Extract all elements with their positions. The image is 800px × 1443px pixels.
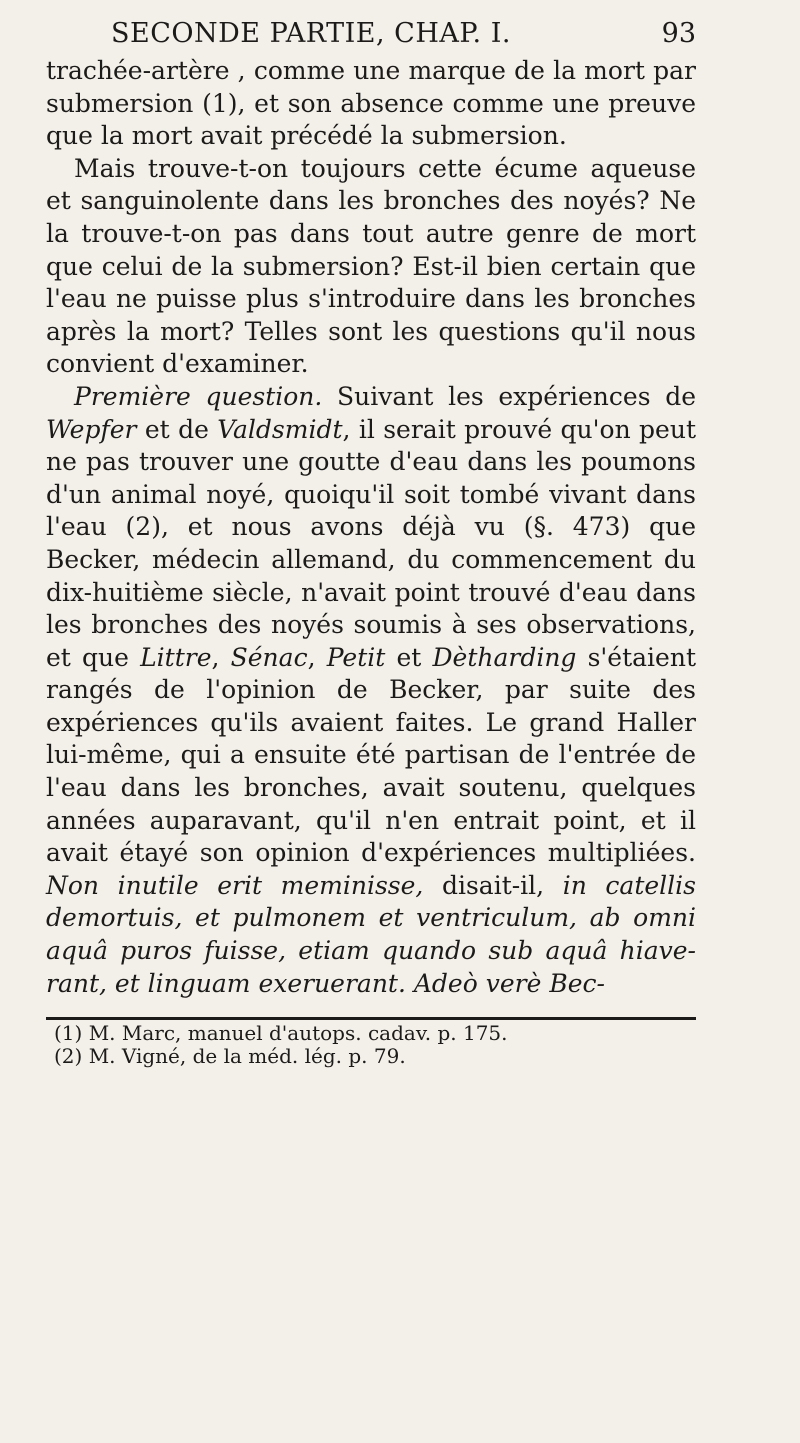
footnote-rule bbox=[46, 1017, 696, 1020]
body-text bbox=[46, 55, 696, 1000]
italic-text: Wepfer bbox=[46, 414, 137, 444]
text-run: et de bbox=[136, 414, 218, 444]
book-page bbox=[46, 0, 696, 1443]
text-run: s'étaient rangés de l'opinion de Becker, par suite des expériences qu'ils avaient faites. Le grand Haller lui-même, qui a ensuite été partisan de l'entrée de l'eau dans les bronches, avait soutenu, quelques années auparavant, qu'il n'en entrait point, et il avait étayé son opinion d'expériences multipliées. bbox=[46, 642, 696, 868]
footnote: (2) M. Vigné, de la méd. lég. p. 79. bbox=[54, 1044, 406, 1068]
italic-text: Littre bbox=[140, 642, 212, 672]
text-run: Suivant les expériences de bbox=[322, 381, 696, 411]
text-run: et bbox=[385, 642, 433, 672]
italic-text: Valdsmidt bbox=[217, 414, 343, 444]
text-run: , bbox=[211, 642, 231, 672]
text-run: , bbox=[307, 642, 327, 672]
footnote: (1) M. Marc, manuel d'autops. cadav. p. 175. bbox=[54, 1021, 508, 1045]
italic-text: Non inutile erit meminisse, bbox=[46, 870, 424, 900]
paragraph bbox=[46, 153, 696, 381]
page-number: 93 bbox=[661, 18, 696, 49]
running-head bbox=[46, 10, 696, 50]
footnotes bbox=[54, 1022, 694, 1068]
text-run: , il serait prouvé qu'on peut ne pas trouver une goutte d'eau dans les poumons d'un animal noyé, quoiqu'il soit tombé vivant dans l'eau (2), et nous avons déjà vu (§. 473) que Becker, médecin allemand, du commencement du dix-huitième siècle, n'avait point trouvé d'eau dans les bronches des noyés soumis à ses observations, et que bbox=[46, 414, 696, 672]
text-run: Mais trouve-t-on toujours cette écume aqueuse et sanguinolente dans les bronches des noyés? Ne la trouve-t-on pas dans tout autre genre de mort que celui de la submersion? Est-il bien certain que l'eau ne puisse plus s'introduire dans les bronches après la mort? Telles sont les questions qu'il nous convient d'examiner. bbox=[46, 153, 696, 379]
italic-text: in catellis demortuis, et pulmonem et ventriculum, ab omni aquâ puros fuisse, etiam quando sub aquâ hiave-rant, et linguam exeruerant. Adeò verè Bec- bbox=[46, 870, 696, 998]
italic-text: Sénac bbox=[230, 642, 308, 672]
italic-text: Petit bbox=[326, 642, 386, 672]
italic-text: Première question. bbox=[74, 381, 323, 411]
text-run: disait-il, bbox=[423, 870, 563, 900]
running-title: SECONDE PARTIE, CHAP. I. bbox=[111, 18, 511, 49]
paragraph bbox=[46, 381, 696, 1000]
italic-text: Dètharding bbox=[432, 642, 577, 672]
paragraph bbox=[46, 55, 696, 153]
text-run: trachée-artère , comme une marque de la mort par submersion (1), et son absence comme une preuve que la mort avait précédé la submersion. bbox=[46, 56, 696, 151]
